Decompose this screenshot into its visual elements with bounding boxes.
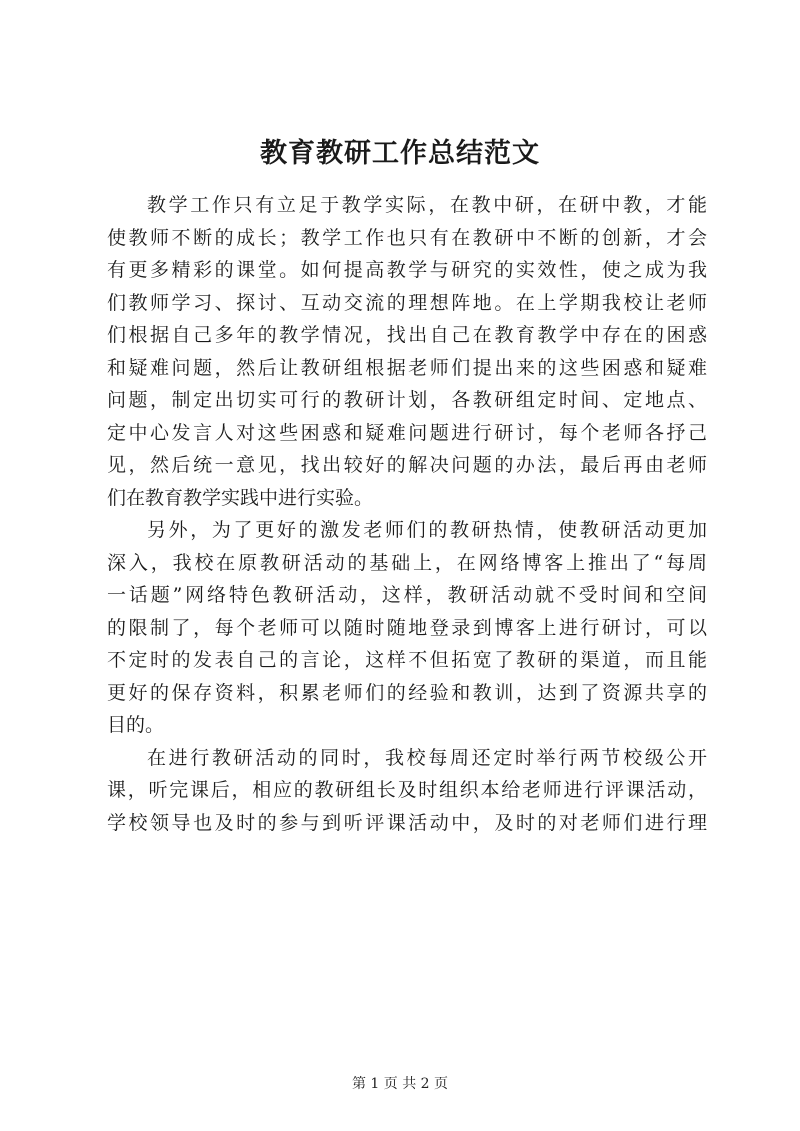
body-line: 有更多精彩的课堂。如何提高教学与研究的实效性，使之成为我 — [107, 259, 707, 281]
body-line: 使教师不断的成长；教学工作也只有在教研中不断的创新，才会 — [107, 226, 707, 249]
body-line: 目的。 — [107, 714, 165, 736]
body-line: 另外，为了更好的激发老师们的教研热情，使教研活动更加 — [147, 519, 707, 541]
body-line: 在进行教研活动的同时，我校每周还定时举行两节校级公开 — [147, 746, 707, 769]
body-line: 课，听完课后，相应的教研组长及时组织本给老师进行评课活动， — [107, 779, 707, 801]
body-line: 们根据自己多年的教学情况，找出自己在教育教学中存在的困惑 — [107, 324, 707, 346]
document-title: 教育教研工作总结范文 — [260, 138, 540, 169]
page-number: 第 1 页 共 2 页 — [351, 1076, 449, 1092]
body-line: 学校领导也及时的参与到听评课活动中，及时的对老师们进行理 — [107, 811, 707, 834]
body-line: 教学工作只有立足于教学实际，在教中研，在研中教，才能 — [147, 194, 707, 216]
body-line: 定中心发言人对这些困惑和疑难问题进行研讨，每个老师各抒己 — [107, 421, 707, 444]
body-line: 们在教育教学实践中进行实验。 — [107, 486, 374, 509]
document-body — [107, 189, 707, 839]
body-line: 的限制了，每个老师可以随时随地登录到博客上进行研讨，可以 — [107, 616, 707, 639]
body-line: 不定时的发表自己的言论，这样不但拓宽了教研的渠道，而且能 — [107, 649, 707, 671]
body-line: 一话题”网络特色教研活动，这样，教研活动就不受时间和空间 — [107, 584, 707, 606]
body-line: 见，然后统一意见，找出较好的解决问题的办法，最后再由老师 — [107, 454, 707, 476]
body-line: 深入，我校在原教研活动的基础上，在网络博客上推出了“每周 — [107, 551, 707, 574]
body-line: 们教师学习、探讨、互动交流的理想阵地。在上学期我校让老师 — [107, 291, 707, 314]
body-line: 和疑难问题，然后让教研组根据老师们提出来的这些困惑和疑难 — [107, 356, 707, 379]
body-line: 更好的保存资料，积累老师们的经验和教训，达到了资源共享的 — [107, 681, 707, 704]
body-line: 问题，制定出切实可行的教研计划，各教研组定时间、定地点、 — [107, 389, 707, 411]
